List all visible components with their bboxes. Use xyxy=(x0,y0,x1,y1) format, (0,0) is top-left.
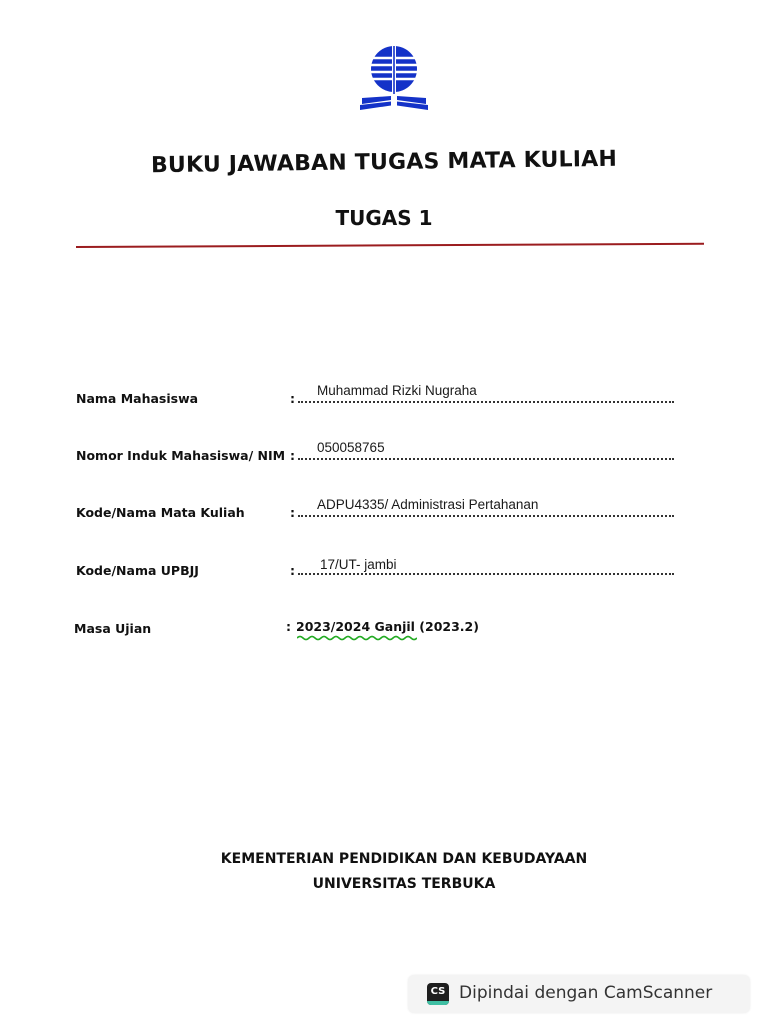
footer-university: UNIVERSITAS TERBUKA xyxy=(312,876,496,892)
camscanner-text: Dipindai dengan CamScanner xyxy=(459,983,713,1003)
field-label: Kode/Nama Mata Kuliah xyxy=(76,505,245,520)
dotted-line xyxy=(298,458,674,460)
field-colon: : xyxy=(290,505,295,520)
field-label: Masa Ujian xyxy=(74,621,152,636)
field-upbjj xyxy=(74,540,684,580)
field-masa-ujian xyxy=(74,612,684,642)
header-divider xyxy=(76,243,704,248)
dotted-line xyxy=(298,515,674,517)
field-value: Muhammad Rizki Nugraha xyxy=(317,383,477,398)
field-colon: : xyxy=(290,391,295,406)
dotted-line xyxy=(298,401,674,403)
field-label: Nama Mahasiswa xyxy=(76,391,199,406)
camscanner-icon: CS xyxy=(427,983,449,1005)
document-subtitle: TUGAS 1 xyxy=(335,206,433,230)
field-mata-kuliah xyxy=(74,482,684,522)
field-label: Kode/Nama UPBJJ xyxy=(76,563,199,578)
field-value: 2023/2024 Ganjil (2023.2) xyxy=(296,619,479,634)
university-logo-icon xyxy=(358,42,430,114)
field-colon: : xyxy=(290,448,295,463)
field-value: ADPU4335/ Administrasi Pertahanan xyxy=(317,497,539,512)
footer-ministry: KEMENTERIAN PENDIDIKAN DAN KEBUDAYAAN xyxy=(220,851,588,867)
field-nim xyxy=(74,425,684,465)
field-label: Nomor Induk Mahasiswa/ NIM xyxy=(76,448,286,463)
field-value: 050058765 xyxy=(317,440,385,455)
field-value: 17/UT- jambi xyxy=(320,557,397,572)
camscanner-watermark xyxy=(408,975,750,1013)
field-colon: : xyxy=(286,619,291,634)
document-title: BUKU JAWABAN TUGAS MATA KULIAH xyxy=(150,146,618,179)
field-nama-mahasiswa xyxy=(74,368,684,408)
spellcheck-underline xyxy=(297,635,417,641)
field-colon: : xyxy=(290,563,295,578)
dotted-line xyxy=(298,573,674,575)
